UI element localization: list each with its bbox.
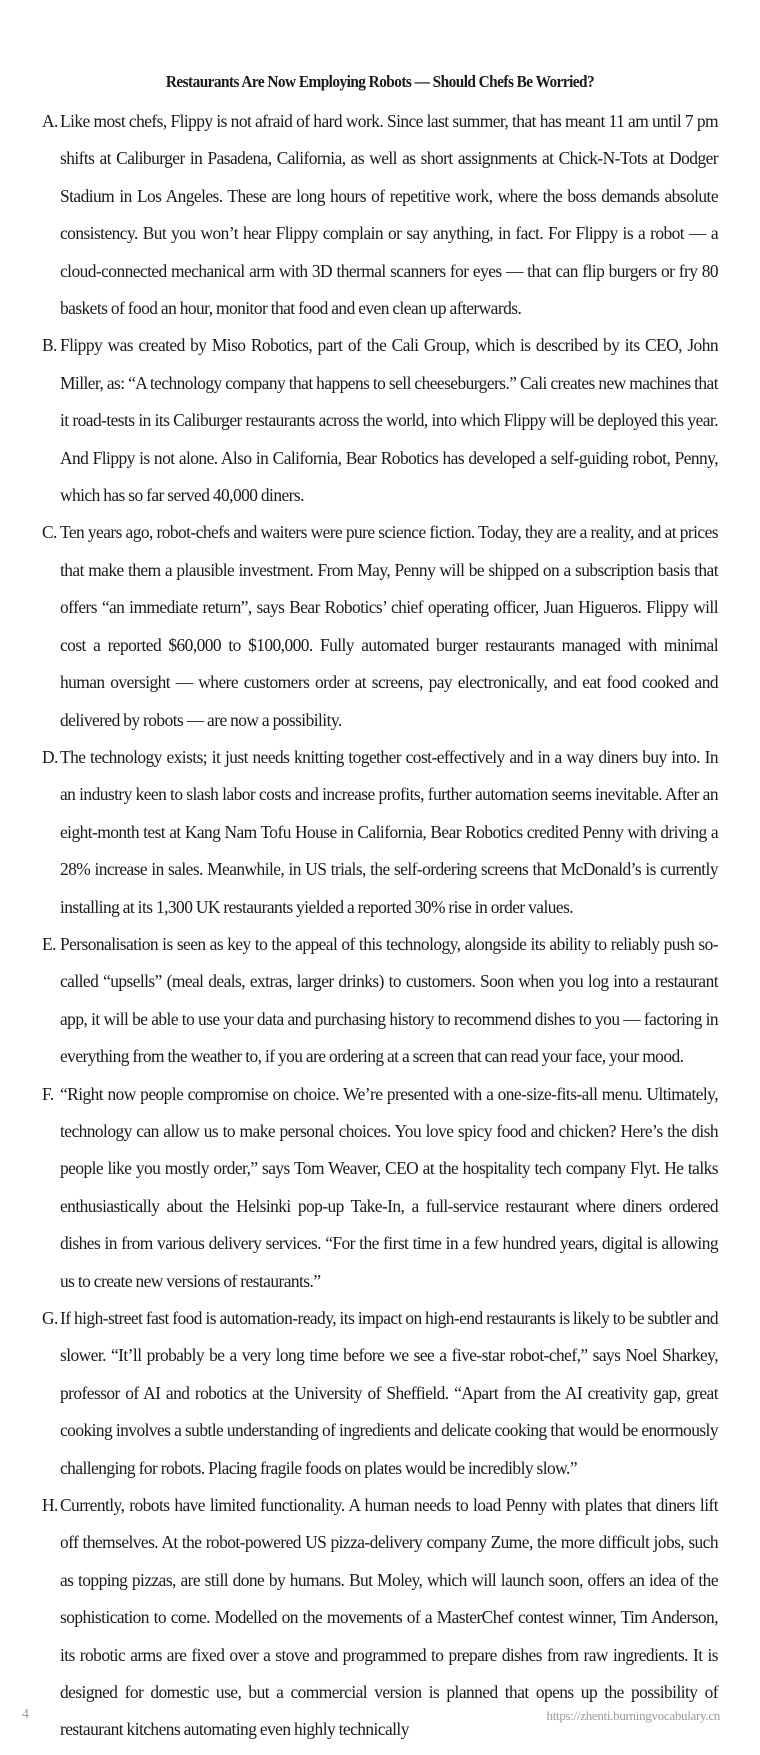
paragraph-text: The technology exists; it just needs knitting together cost-effectively and in a way diners buy into. In an industry keen to slash labor costs and increase profits, further automation seems inevitable. After an eight-month test at Kang Nam Tofu House in California, Bear Robotics credited Penny with driving a 28% increase in sales. Meanwhile, in US trials, the self-ordering screens that McDonald’s is currently installing at its 1,300 UK restaurants yielded a reported 30% rise in order values.: [60, 746, 718, 917]
paragraph-a: [42, 103, 718, 327]
paragraph-text: Personalisation is seen as key to the appeal of this technology, alongside its ability to reliably push so-called “upsells” (meal deals, extras, larger drinks) to customers. Soon when you log into a restaurant app, it will be able to use your data and purchasing history to recommend dishes to you — factoring in everything from the weather to, if you are ordering at a screen that can read your face, your mood.: [60, 933, 718, 1067]
paragraph-letter: H.: [42, 1495, 58, 1516]
paragraph-text: Ten years ago, robot-chefs and waiters were pure science fiction. Today, they are a reality, and at prices that make them a plausible investment. From May, Penny will be shipped on a subscription basis that offers “an immediate return”, says Bear Robotics’ chief operating officer, Juan Higueros. Flippy will cost a reported $60,000 to $100,000. Fully automated burger restaurants managed with minimal human oversight — where customers order at screens, pay electronically, and eat food cooked and delivered by robots — are now a possibility.: [60, 522, 718, 730]
paragraph-b: [42, 327, 718, 514]
paragraph-letter: F.: [42, 1083, 54, 1104]
paragraph-letter: D.: [42, 746, 58, 767]
paragraph-text: If high-street fast food is automation-ready, its impact on high-end restaurants is likely to be subtler and slower. “It’ll probably be a very long time before we see a five-star robot-chef,” says Noel Sharkey, professor of AI and robotics at the University of Sheffield. “Apart from the AI creativity gap, great cooking involves a subtle understanding of ingredients and delicate cooking that would be enormously challenging for robots. Placing fragile foods on plates would be incredibly slow.”: [60, 1308, 718, 1478]
paragraph-letter: E.: [42, 933, 56, 954]
paragraph-text: Currently, robots have limited functionality. A human needs to load Penny with plates that diners lift off themselves. At the robot-powered US pizza-delivery company Zume, the more difficult jobs, such as topping pizzas, are still done by humans. But Moley, which will launch soon, offers an idea of the sophistication to come. Modelled on the movements of a MasterChef contest winner, Tim Anderson, its robotic arms are fixed over a stove and programmed to prepare dishes from raw ingredients. It is designed for domestic use, but a commercial version is planned that opens up the possibility of restaurant kitchens automating even highly technically: [60, 1495, 718, 1740]
paragraph-f: [42, 1076, 718, 1300]
paragraph-text: Like most chefs, Flippy is not afraid of hard work. Since last summer, that has meant 11 am until 7 pm shifts at Caliburger in Pasadena, California, as well as short assignments at Chick-N-Tots at Dodger Stadium in Los Angeles. These are long hours of repetitive work, where the boss demands absolute consistency. But you won’t hear Flippy complain or say anything, in fact. For Flippy is a robot — a cloud-connected mechanical arm with 3D thermal scanners for eyes — that can flip burgers or fry 80 baskets of food an hour, monitor that food and even clean up afterwards.: [60, 111, 718, 319]
paragraph-text: Flippy was created by Miso Robotics, part of the Cali Group, which is described by its CEO, John Miller, as: “A technology company that happens to sell cheeseburgers.” Cali creates new machines that it road-tests in its Caliburger restaurants across the world, into which Flippy will be deployed this year. And Flippy is not alone. Also in California, Bear Robotics has developed a self-guiding robot, Penny, which has so far served 40,000 diners.: [60, 335, 718, 506]
page-number: 4: [22, 1707, 29, 1722]
paragraph-g: [42, 1300, 718, 1487]
paragraph-letter: G.: [42, 1308, 58, 1328]
paragraph-e: [42, 926, 718, 1076]
paragraph-letter: A.: [42, 111, 58, 131]
article-title: Restaurants Are Now Employing Robots — Should Chefs Be Worried?: [165, 72, 595, 91]
paragraph-c: [42, 514, 718, 738]
paragraph-letter: C.: [42, 522, 57, 543]
source-url: https://zhenti.burningvocabulary.cn: [546, 1708, 720, 1723]
paragraph-letter: B.: [42, 335, 57, 356]
paragraph-d: [42, 739, 718, 926]
paragraph-text: “Right now people compromise on choice. We’re presented with a one-size-fits-all menu. Ultimately, technology can allow us to make personal choices. You love spicy food and chicken? Here’s the dish people like you mostly order,” says Tom Weaver, CEO at the hospitality tech company Flyt. He talks enthusiastically about the Helsinki pop-up Take-In, a full-service restaurant where diners ordered dishes in from various delivery services. “For the first time in a few hundred years, digital is allowing us to create new versions of restaurants.”: [60, 1083, 718, 1291]
article-body: [42, 103, 718, 1749]
